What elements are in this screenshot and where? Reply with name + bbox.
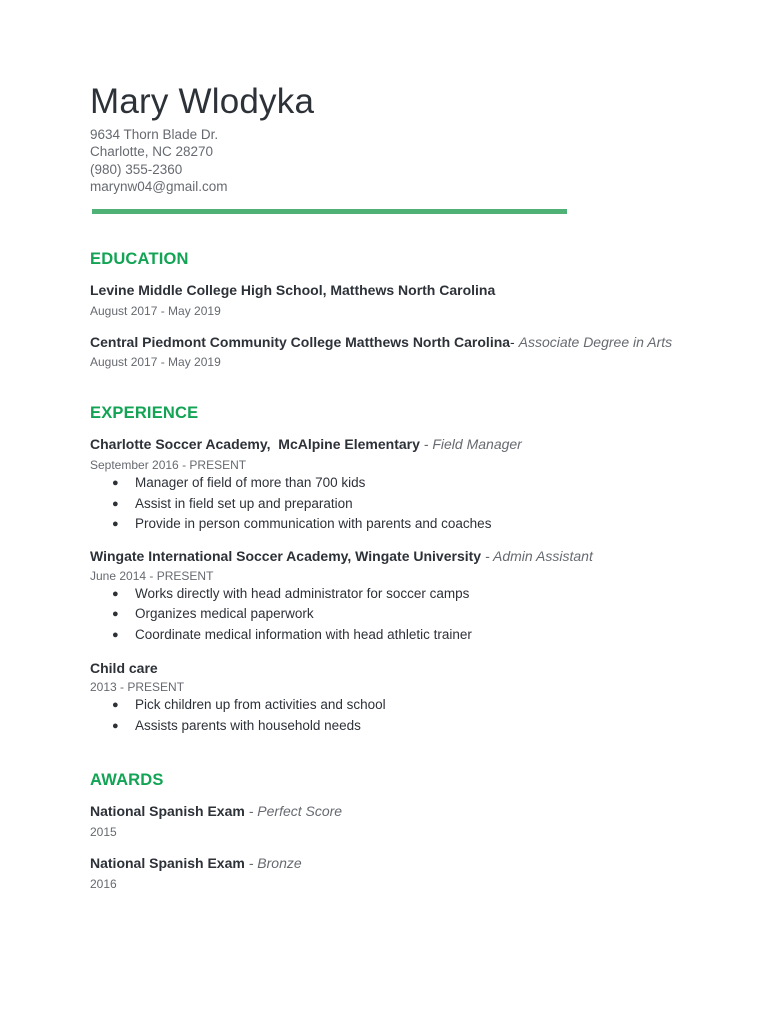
list-item	[90, 604, 690, 625]
list-item	[90, 625, 690, 646]
header-divider	[92, 209, 567, 214]
list-item	[90, 514, 690, 535]
email-address: marynw04@gmail.com	[90, 178, 228, 194]
contact-block	[90, 126, 690, 195]
address-line-1: 9634 Thorn Blade Dr.	[90, 127, 219, 142]
duty-text: Manager of field of more than 700 kids	[135, 475, 366, 491]
entry-separator: -	[244, 855, 258, 872]
institution-name: Central Piedmont Community College Matthews North Carolina	[90, 334, 511, 351]
award-result: Bronze	[257, 855, 302, 872]
section-title-experience: EXPERIENCE	[90, 404, 199, 423]
entry-separator: -	[244, 803, 258, 820]
duties-list	[90, 584, 690, 646]
entry-heading	[90, 333, 690, 352]
bullet-icon: ●	[112, 587, 119, 600]
bullet-icon: ●	[112, 477, 119, 490]
candidate-name: Mary Wlodyka	[90, 82, 315, 121]
entry-heading	[90, 281, 690, 300]
phone-number: (980) 355-2360	[90, 161, 183, 177]
duties-list	[90, 695, 690, 736]
award-entry	[90, 802, 690, 840]
experience-entry	[90, 547, 690, 646]
experience-section	[90, 403, 690, 736]
entry-date: August 2017 - May 2019	[90, 355, 221, 370]
resume-header	[90, 82, 690, 214]
section-title-education: EDUCATION	[90, 250, 189, 269]
entry-date: August 2017 - May 2019	[90, 304, 221, 319]
award-name: National Spanish Exam	[90, 855, 245, 872]
entry-separator: -	[481, 547, 493, 564]
list-item	[90, 473, 690, 494]
bullet-icon: ●	[112, 518, 119, 531]
entry-date: September 2016 - PRESENT	[90, 458, 247, 473]
awards-section	[90, 770, 690, 892]
entry-separator: -	[510, 334, 519, 351]
entry-heading	[90, 435, 690, 454]
resume-page	[90, 82, 690, 892]
duty-text: Assists parents with household needs	[135, 717, 361, 733]
employer-name: Wingate International Soccer Academy, Wingate University	[90, 547, 482, 564]
entry-date: June 2014 - PRESENT	[90, 568, 214, 583]
duty-text: Assist in field set up and preparation	[135, 495, 353, 511]
award-year: 2016	[90, 877, 117, 892]
award-entry	[90, 854, 690, 892]
award-result: Perfect Score	[257, 803, 343, 820]
employer-name: Child care	[90, 660, 158, 677]
list-item	[90, 494, 690, 515]
degree-title: Associate Degree in Arts	[518, 334, 673, 351]
duty-text: Works directly with head administrator for soccer camps	[135, 585, 470, 601]
list-item	[90, 584, 690, 605]
duty-text: Coordinate medical information with head athletic trainer	[135, 626, 472, 642]
bullet-icon: ●	[112, 608, 119, 621]
section-title-awards: AWARDS	[90, 771, 164, 790]
award-name: National Spanish Exam	[90, 803, 245, 820]
entry-heading	[90, 547, 690, 566]
education-entry	[90, 333, 690, 370]
bullet-icon: ●	[112, 699, 119, 712]
education-section	[90, 249, 690, 370]
duty-text: Provide in person communication with parents and coaches	[135, 516, 492, 532]
entry-heading	[90, 854, 690, 873]
entry-heading	[90, 802, 690, 821]
entry-separator: -	[419, 436, 433, 453]
entry-date: 2013 - PRESENT	[90, 680, 185, 695]
award-year: 2015	[90, 825, 117, 840]
list-item	[90, 716, 690, 737]
bullet-icon: ●	[112, 628, 119, 641]
experience-entry	[90, 435, 690, 535]
institution-name: Levine Middle College High School, Matthews North Carolina	[90, 282, 496, 299]
entry-heading	[90, 659, 690, 678]
employer-name: Charlotte Soccer Academy, McAlpine Elementary	[90, 436, 420, 453]
duties-list	[90, 473, 690, 535]
job-title: Field Manager	[432, 436, 522, 453]
address-line-2: Charlotte, NC 28270	[90, 144, 214, 160]
job-title: Admin Assistant	[493, 547, 593, 564]
bullet-icon: ●	[112, 719, 119, 732]
experience-entry	[90, 659, 690, 736]
duty-text: Pick children up from activities and school	[135, 697, 386, 713]
duty-text: Organizes medical paperwork	[135, 606, 314, 622]
bullet-icon: ●	[112, 497, 119, 510]
list-item	[90, 695, 690, 716]
education-entry	[90, 281, 690, 319]
